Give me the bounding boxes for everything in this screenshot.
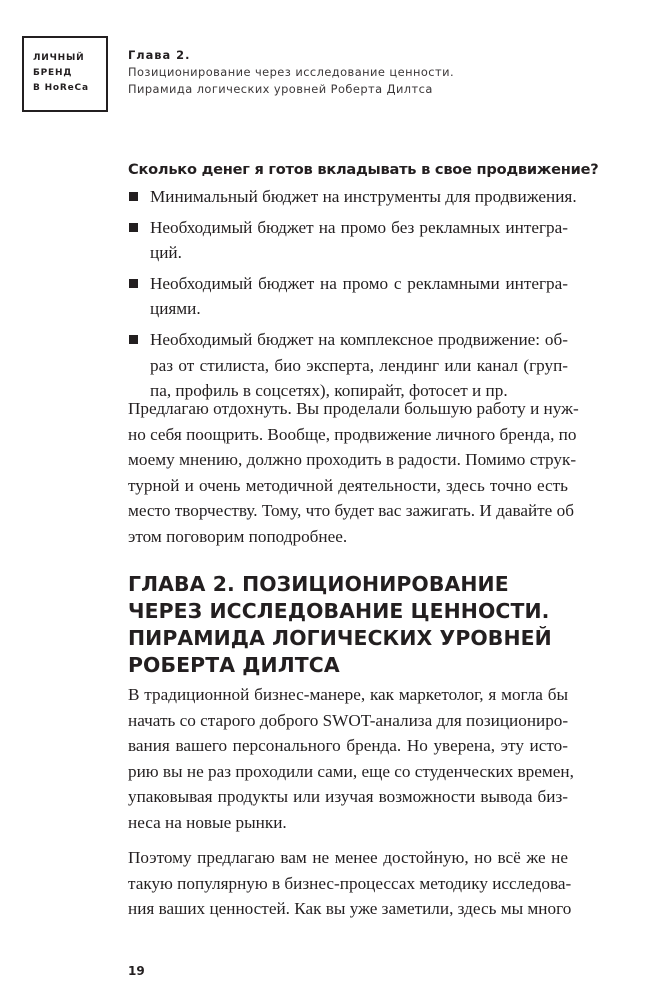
page-number: 19: [128, 964, 145, 978]
bullet-line: Необходимый бюджет на промо с рекламными интегра-: [150, 273, 568, 293]
paragraph-line: но себя поощрить. Вообще, продвижение личного бренда, по: [128, 424, 577, 444]
paragraph-line: вания вашего персонального бренда. Но уверена, эту исто-: [128, 736, 568, 756]
question-title: Сколько денег я готов вкладывать в свое продвижение?: [128, 161, 599, 178]
paragraph-method: [128, 845, 572, 922]
paragraph-rest: [128, 396, 579, 550]
logo-line: ЛИЧНЫЙ: [33, 53, 85, 63]
chapter-heading-line: РОБЕРТА ДИЛТСА: [128, 653, 340, 677]
paragraph-line: такую популярную в бизнес-процессах методику исследова-: [128, 873, 572, 893]
brand-logo: [22, 36, 108, 112]
running-head: [128, 47, 454, 98]
bullet-line: па, профиль в соцсетях), копирайт, фотосет и пр.: [150, 381, 508, 401]
chapter-heading-line: ГЛАВА 2. ПОЗИЦИОНИРОВАНИЕ: [128, 572, 509, 596]
paragraph-line: место творчеству. Тому, что будет вас зажигать. И давайте об: [128, 501, 574, 521]
paragraph-line: упаковывая продукты или изучая возможности вывода биз-: [128, 787, 568, 807]
paragraph-line: турной и очень методичной деятельности, здесь точно есть: [128, 475, 568, 495]
bullet-line: Минимальный бюджет на инструменты для продвижения.: [150, 187, 577, 206]
bullet-line: Необходимый бюджет на промо без рекламных интегра-: [150, 217, 568, 237]
paragraph-line: этом поговорим поподробнее.: [128, 526, 348, 546]
chapter-heading-line: ЧЕРЕЗ ИССЛЕДОВАНИЕ ЦЕННОСТИ.: [128, 599, 550, 623]
paragraph-line: В традиционной бизнес-манере, как маркетолог, я могла бы: [128, 685, 568, 704]
budget-bullet-list: [128, 184, 577, 409]
bullet-line: ций.: [150, 243, 182, 263]
square-bullet-icon: [129, 335, 138, 344]
square-bullet-icon: [129, 192, 138, 201]
paragraph-swot: [128, 682, 574, 836]
bullet-line: Необходимый бюджет на комплексное продвижение: об-: [150, 329, 568, 349]
bullet-item: [128, 184, 577, 210]
logo-line: БРЕНД: [33, 68, 73, 78]
paragraph-line: Предлагаю отдохнуть. Вы проделали большую работу и нуж-: [128, 399, 579, 418]
bullet-item: [128, 327, 568, 404]
paragraph-line: моему мнению, должно проходить в радости. Помимо струк-: [128, 450, 577, 470]
paragraph-line: ния ваших ценностей. Как вы уже заметили, здесь мы много: [128, 899, 572, 919]
bullet-item: [128, 271, 568, 322]
paragraph-line: Поэтому предлагаю вам не менее достойную, но всё же не: [128, 848, 568, 867]
paragraph-line: неса на новые рынки.: [128, 812, 287, 832]
chapter-heading: [128, 571, 552, 679]
bullet-line: раз от стилиста, био эксперта, лендинг или канал (груп-: [150, 355, 568, 375]
paragraph-line: начать со старого доброго SWOT-анализа для позициониро-: [128, 710, 569, 730]
bullet-item: [128, 215, 568, 266]
paragraph-line: рию вы не раз проходили сами, еще со студенческих времен,: [128, 761, 574, 781]
running-head-title-line: Пирамида логических уровней Роберта Дилтса: [128, 82, 433, 96]
running-head-title-line: Позиционирование через исследование ценности.: [128, 65, 455, 79]
chapter-heading-line: ПИРАМИДА ЛОГИЧЕСКИХ УРОВНЕЙ: [128, 626, 552, 650]
square-bullet-icon: [129, 223, 138, 232]
logo-line: В HoReCa: [33, 83, 89, 93]
bullet-line: циями.: [150, 299, 201, 319]
running-head-chapter: Глава 2.: [128, 48, 191, 62]
square-bullet-icon: [129, 279, 138, 288]
